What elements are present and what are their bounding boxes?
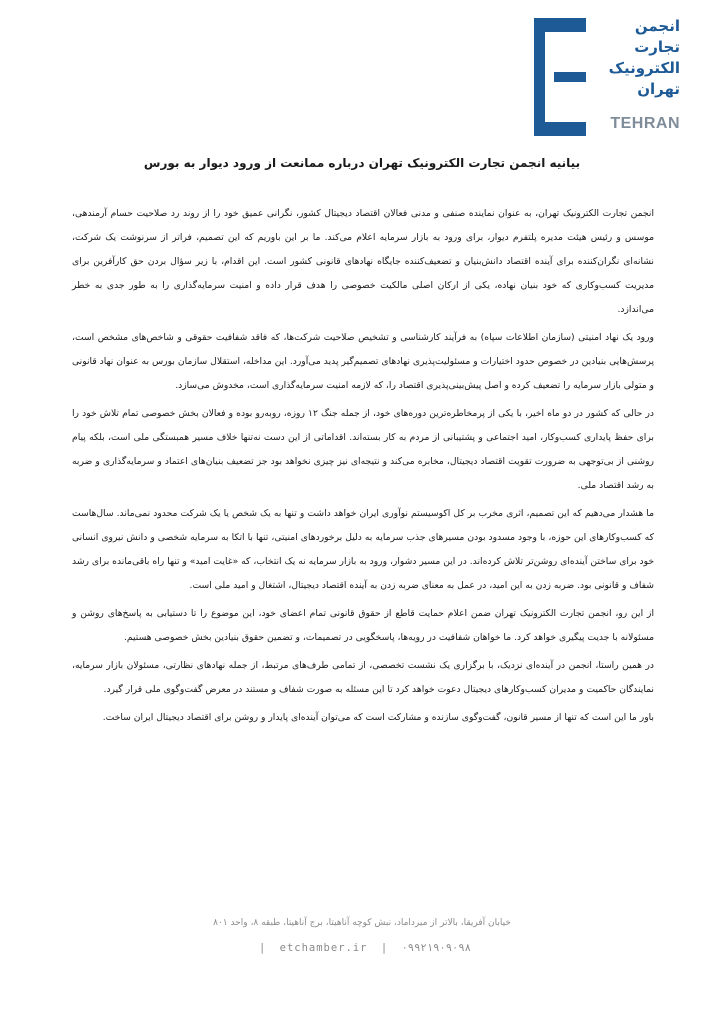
body-paragraph: در حالی که کشور در دو ماه اخیر، با یکی از پرمخاطره‌ترین دوره‌های خود، از جمله جنگ ۱۲ روزه، روبه‌رو بوده و فعالان بخش خصوصی تمام تلاش خود را برای حفظ پایداری کسب‌وکار، امید اجتماعی و پشتیبانی از مردم به کار بسته‌اند. اقداماتی از این دست نه‌تنها خلاف مسیر همبستگی ملی است، بلکه پیام روشنی از بی‌توجهی به ضرورت تقویت اقتصاد دیجیتال، مخابره می‌کند و نتیجه‌ای نیز چیزی نخواهد بود جز تضعیف بنیان‌های اعتماد و سرمایه‌گذاری و ضربه به رشد اقتصاد ملی.: [72, 408, 654, 491]
logo-line: الکترونیک: [608, 59, 680, 77]
logo-wordmark: [588, 16, 680, 100]
body-paragraph: باور ما این است که تنها از مسیر قانون، گفت‌وگوی سازنده و مشارکت است که می‌توان آینده‌ای پایدار و روشن برای اقتصاد دیجیتال ایران ساخت.: [102, 712, 654, 723]
logo-line: تجارت: [634, 38, 680, 56]
body-paragraph: از این رو، انجمن تجارت الکترونیک تهران ضمن اعلام حمایت قاطع از حقوق قانونی تمام اعضای خود، این موضوع را تا دستیابی به پاسخ‌های روشن و مسئولانه با جدیت پیگیری خواهد کرد. ما خواهان شفافیت در رویه‌ها، پاسخگویی در تصمیمات، و تضمین حقوق بنیادین بخش خصوصی هستیم.: [72, 608, 654, 643]
logo-line: تهران: [637, 80, 680, 98]
body-paragraph: در همین راستا، انجمن در آینده‌ای نزدیک، با برگزاری یک نشست تخصصی، از تمامی طرف‌های مرتبط، از جمله نهادهای نظارتی، مسئولان بازار سرمایه، نمایندگان حاکمیت و مدیران کسب‌وکارهای دیجیتال دعوت خواهد کرد تا این مسئله به صورت شفاف و مستند در معرض گفت‌وگوی ملی قرار گیرد.: [72, 660, 654, 695]
logo-mark-icon: [534, 18, 590, 136]
body-paragraph: انجمن تجارت الکترونیک تهران، به عنوان نماینده صنفی و مدنی فعالان اقتصاد دیجیتال کشور، نگرانی عمیق خود را از روند رد صلاحیت حسام آرمندهی، موسس و رئیس هیئت مدیره پلتفرم دیوار، برای ورود به بازار سرمایه اعلام می‌کند. ما بر این باوریم که این تصمیم، فراتر از سرنوشت یک شرکت، نشانه‌ای نگران‌کننده برای آینده اقتصاد دانش‌بنیان و تضعیف‌کننده جایگاه نهادهای قانونی کشور است. این اقدام، با زیر سؤال بردن حق کارآفرین برای مدیریت کسب‌وکاری که خود بنیان نهاده، یکی از ارکان اصلی مالکیت خصوصی را هدف قرار داده و امنیت سرمایه‌گذاری را به طور جدی به خطر می‌اندازد.: [72, 208, 654, 315]
logo-line: انجمن: [634, 17, 680, 35]
footer-separator: |: [380, 942, 389, 954]
body-paragraph: ما هشدار می‌دهیم که این تصمیم، اثری مخرب بر کل اکوسیستم نوآوری ایران خواهد داشت و تنها به یک شخص یا یک شرکت محدود نمی‌ماند. سال‌هاست که کسب‌وکارهای این حوزه، با وجود مسدود بودن مسیرهای جذب سرمایه به دلیل برخوردهای امنیتی، تنها با اتکا به سرمایه شخصی و دانش نیروی انسانی خود برای ساختن آینده‌ای روشن‌تر تلاش کرده‌اند. در این مسیر دشوار، ورود به بازار سرمایه نه یک انتخاب، که «غایت امید» و تنها راه باقی‌مانده برای رشد شفاف و قانونی بود. ضربه زدن به این امید، در عمل به معنای ضربه زدن به آینده اقتصاد دیجیتال، اشتغال و امید ملی است.: [72, 508, 654, 591]
document-title: بیانیه انجمن تجارت الکترونیک تهران درباره ممانعت از ورود دیوار به بورس: [143, 156, 581, 170]
logo-city-label: TEHRAN: [610, 115, 680, 132]
page-footer: [0, 916, 724, 954]
footer-address: خیابان آفریقا، بالاتر از میرداماد، نبش کوچه آناهیتا، برج آناهیتا، طبقه ۸، واحد ۸۰۱: [213, 918, 511, 928]
footer-contact: [0, 942, 724, 954]
footer-website-link[interactable]: etchamber.ir: [279, 942, 368, 954]
footer-phone: ۰۹۹۲۱۹۰۹۰۹۸: [401, 942, 472, 954]
document-body: [72, 202, 654, 734]
footer-separator: |: [258, 942, 267, 954]
body-paragraph: ورود یک نهاد امنیتی (سازمان اطلاعات سپاه) به فرآیند کارشناسی و تشخیص صلاحیت شرکت‌ها، که فاقد شفافیت حقوقی و شاخص‌های مشخص است، پرسش‌هایی بنیادین در خصوص حدود اختیارات و مسئولیت‌پذیری نهادهای تصمیم‌گیر پدید می‌آورد. این مداخله، استقلال سازمان بورس به عنوان نهاد قانونی و متولی بازار سرمایه را تضعیف کرده و اصل پیش‌بینی‌پذیری اقتصاد را، که لازمه امنیت سرمایه‌گذاری است، مخدوش می‌سازد.: [72, 332, 654, 391]
organization-logo: [530, 16, 690, 136]
